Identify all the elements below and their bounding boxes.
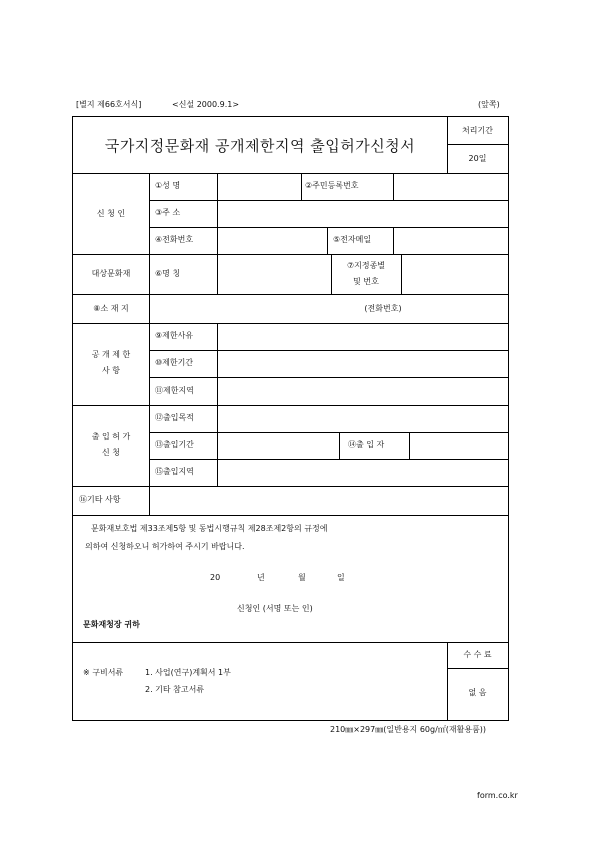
target-designation-field[interactable] — [402, 255, 507, 293]
entry-person-field[interactable] — [410, 433, 507, 458]
entry-purpose-label: ⑫출입목적 — [155, 413, 194, 422]
applicant-name-label: ①성 명 — [155, 181, 181, 190]
rule-fee-mid — [447, 668, 508, 669]
form-number: [별지 제66호서식] — [76, 100, 142, 109]
restriction-area-field[interactable] — [218, 378, 507, 404]
rule-rrn-left — [301, 173, 302, 200]
date-day-unit: 일 — [337, 573, 345, 582]
declaration-line-2: 의하여 신청하오니 허가하여 주시기 바랍니다. — [85, 542, 245, 551]
applicant-address-label: ③주 소 — [155, 208, 181, 217]
processing-period-value: 20일 — [468, 154, 487, 163]
target-section-label: 대상문화재 — [91, 269, 131, 278]
rule-section-divider — [149, 173, 150, 486]
restriction-period-field[interactable] — [218, 351, 507, 376]
page-side: (앞쪽) — [478, 100, 500, 109]
processing-period-label: 처리기간 — [462, 126, 493, 135]
documents-item-2: 2. 기타 참고서류 — [145, 685, 205, 694]
restriction-section-label-1: 공 개 제 한 — [91, 350, 131, 359]
date-year: 20 — [210, 573, 221, 582]
documents-item-1: 1. 사업(연구)계획서 1부 — [145, 668, 231, 677]
form-title: 국가지정문화재 공개제한지역 출입허가신청서 — [104, 137, 416, 155]
established-date: <신설 2000.9.1> — [172, 100, 240, 109]
entry-area-field[interactable] — [218, 460, 507, 485]
applicant-email-label: ⑤전자메일 — [333, 235, 372, 244]
target-name-label: ⑥명 칭 — [155, 269, 181, 278]
date-month-unit: 월 — [298, 573, 306, 582]
target-name-field[interactable] — [218, 255, 330, 293]
entry-period-field[interactable] — [218, 433, 338, 458]
restriction-period-label: ⑩제한기간 — [155, 358, 194, 367]
location-phone-note: (전화번호) — [364, 304, 402, 313]
declaration-line-1: 문화재보호법 제33조제5항 및 동법시행규칙 제28조제2항의 규정에 — [91, 524, 328, 533]
target-designation-label-1: ⑦지정종별 — [346, 261, 386, 270]
location-label: ⑧소 재 지 — [93, 304, 129, 313]
fee-label: 수 수 료 — [463, 650, 492, 659]
recipient-line: 문화재청장 귀하 — [83, 620, 140, 629]
other-label: ⑯기타 사항 — [79, 495, 121, 504]
applicant-email-field[interactable] — [394, 228, 507, 253]
rule-declaration-bottom — [73, 642, 508, 643]
entry-area-label: ⑮출입지역 — [155, 467, 194, 476]
rule-processing-mid — [447, 144, 508, 145]
footer-source: form.co.kr — [477, 791, 518, 800]
restriction-reason-label: ⑨제한사유 — [155, 331, 194, 340]
rule-email-left — [327, 227, 328, 254]
other-field[interactable] — [150, 487, 507, 514]
rule-person-left — [339, 432, 340, 459]
documents-heading: ※ 구비서류 — [83, 668, 124, 677]
fee-value: 없 음 — [468, 688, 487, 697]
applicant-name-field[interactable] — [218, 174, 300, 199]
entry-section-label-1: 출 입 허 가 — [91, 432, 131, 441]
entry-period-label: ⑬출입기간 — [155, 440, 194, 449]
entry-person-label: ⑭출 입 자 — [348, 440, 385, 449]
applicant-rrn-field[interactable] — [394, 174, 507, 199]
applicant-rrn-label: ②주민등록번호 — [305, 181, 359, 190]
applicant-address-field[interactable] — [218, 201, 507, 226]
applicant-signature: 신청인 (서명 또는 인) — [237, 604, 313, 613]
applicant-phone-field[interactable] — [218, 228, 326, 253]
date-year-unit: 년 — [257, 573, 265, 582]
restriction-reason-field[interactable] — [218, 324, 507, 349]
entry-section-label-2: 신 청 — [102, 448, 120, 457]
target-designation-label-2: 및 번호 — [353, 277, 379, 286]
paper-spec: 210㎜×297㎜(일반용지 60g/㎡(재활용품)) — [330, 725, 487, 734]
rule-other-bottom — [73, 515, 508, 516]
restriction-section-label-2: 사 항 — [102, 366, 120, 375]
restriction-area-label: ⑪제한지역 — [155, 386, 194, 395]
applicant-phone-label: ④전화번호 — [155, 235, 194, 244]
applicant-section-label: 신 청 인 — [96, 209, 126, 218]
application-form — [72, 116, 509, 721]
entry-purpose-field[interactable] — [218, 406, 507, 431]
